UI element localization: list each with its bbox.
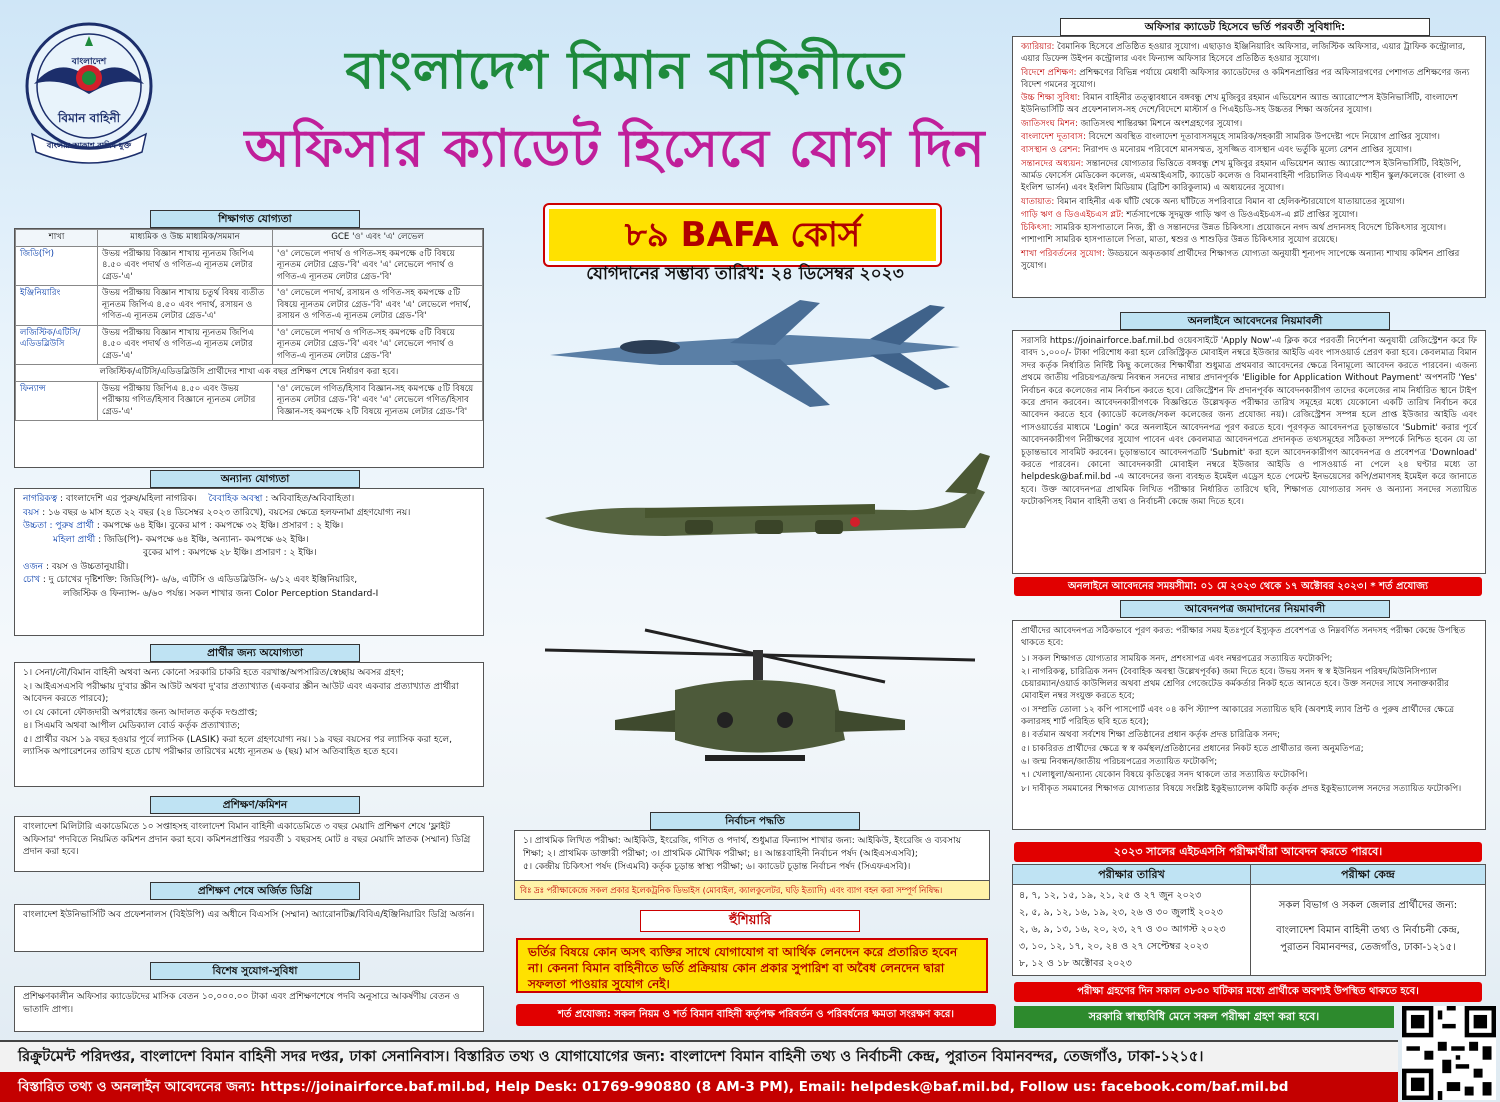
online-section [1012,330,1486,574]
benefit-label: বাসস্থান ও রেশন: [1021,145,1081,156]
benefit-label: উচ্চ শিক্ষা সুবিধা: [1021,93,1081,104]
exam-dates-list [1013,885,1251,975]
column-header: মাধ্যমিক ও উচ্চ মাধ্যমিক/সমমান [98,230,273,247]
eye-value-2: লজিস্টিক ও ফিন্যান্স- ৬/৬০ পর্যন্ত। সকল শাখার জন্য Color Perception Standard-I [63,588,379,599]
training-text: বাংলাদেশ মিলিটারি একাডেমিতে ১০ সপ্তাহসহ বাংলাদেশ বিমান বাহিনী একাডেমিতে ৩ বছর মেয়াদি প্রশিক্ষণ শেষে 'ফ্লাইট অফিসার' পদবিতে নিয়মিত কমিশন প্রদান করা হবে। কমিশনপ্রাপ্তির পরবর্তী ১ বছরসহ মোট ৪ বছর মেয়াদি স্নাতক (সম্মান) ডিগ্রি প্রদান করা হবে। [23,822,471,857]
warning-text: ভর্তির বিষয়ে কোন অসৎ ব্যক্তির সাথে যোগাযোগ বা আর্থিক লেনদেন করে প্রতারিত হবেন না। কেননা বিমান বাহিনীতে ভর্তি প্রক্রিয়ায় কোন প্রকার সুপারিশ বা অবৈধ লেনদেন দ্বারা সফলতা পাওয়ার সুযোগ নেই। [528,945,958,991]
list-item: ৫। চাকরিরত প্রার্থীদের ক্ষেত্রে স্ব স্ব কর্মস্থল/প্রতিষ্ঠানের প্রধানের নিকট হতে প্রার্থীতার জন্য অনুমতিপত্র; [1021,743,1364,754]
list-item: ৮। দাবীকৃত সমমানের শিক্ষাগত যোগ্যতার বিষয়ে সংশ্লিষ্ট ইকুইভ্যালেন্স কমিটি কর্তৃক প্রদত্ত ইকুইভ্যালেন্স সনদের সত্যায়িত ফটোকপি। [1021,783,1462,794]
gce-cell: 'ও' লেভেলে পদার্থ ও গণিত-সহ কমপক্ষে ৫টি বিষয়ে ন্যূনতম লেটার গ্রেড-'বি' এবং 'এ' লেভেলে পদার্থ ও গণিত-এ ন্যূনতম লেটার গ্রেড-'বি' [273,246,483,286]
baf-logo [14,14,164,174]
special-benefits-section [14,986,484,1032]
list-item: ৫। প্রার্থীর বয়স ১৯ বছর হওয়ার পূর্বে ল্যাসিক (LASIK) করা হলে গ্রহণযোগ্য নয়। ১৯ বছর বয়সের পর ল্যাসিক করা হলে, ল্যাসিক অপারেশনের তারিখ হতে চোখ পরীক্ষার তারিখের মধ্যে ন্যূনতম ৬ (ছয়) মাস অতিবাহিত হতে হবে। [23,734,452,757]
benefit-text: নিরাপদ ও মনোরম পরিবেশে মানসম্মত, সুসজ্জিত বাসস্থান এবং ভর্তুকি মূল্যে রেশন প্রাপ্তির সুযোগ। [1083,145,1413,156]
benefit-label: ক্যারিয়ার: [1021,42,1055,52]
list-item: ২। আইএসএসবি পরীক্ষায় দু'বার স্ক্রীন আউট অথবা দু'বার প্রত্যাখ্যাত (একবার স্ক্রীন আউট এবং একবার প্রত্যাখ্যাত প্রার্থীরা আবেদন করতে পারবে); [23,681,459,704]
selection-heading: নির্বাচন পদ্ধতি [650,812,860,830]
exam-date-item: ২, ৫, ৯, ১২, ১৬, ১৯, ২৩, ২৬ ও ৩০ জুলাই ২০২৩ [1019,907,1223,918]
page-title-line1: বাংলাদেশ বিমান বাহিনীতে [345,40,905,101]
selection-line2: ৫। কেন্দ্রীয় চিকিৎসা পর্ষদ (সিএমবি) কর্তৃক চূড়ান্ত স্বাস্থ্য পরীক্ষা; ৬। ক্যাডেট চূড়ান্ত নির্বাচন পর্ষদ (সিএফএসবি)। [523,862,911,872]
table-row [16,246,483,286]
logo-text-mid: বিমান বাহিনী [57,111,121,125]
table-row [16,381,483,421]
height-label: উচ্চতা [23,521,47,531]
weight-label: ওজন [23,561,44,572]
benefit-label: সন্তানদের অধ্যয়ন: [1021,158,1084,169]
list-item: ১। সকল শিক্ষাগত যোগ্যতার সাময়িক সনদ, প্রশংসাপত্র এবং নম্বরপত্রের সত্যায়িত ফটোকপি; [1021,653,1333,664]
exam-date-item: ৪, ৭, ১২, ১৫, ১৯, ২১, ২৫ ও ২৭ জুন ২০২৩ [1019,890,1202,901]
benefit-text: জাতিসংঘ শান্তিরক্ষা মিশনে অংশগ্রহণের সুযোগ। [1080,118,1243,129]
ineligibility-heading: প্রার্থীর জন্য অযোগ্যতা [150,644,360,662]
footer-address: রিক্রুটমেন্ট পরিদপ্তর, বাংলাদেশ বিমান বাহিনী সদর দপ্তর, ঢাকা সেনানিবাস। বিস্তারিত তথ্য ও যোগাযোগের জন্য: বাংলাদেশ বিমান বাহিনী তথ্য ও নির্বাচনী কেন্দ্র, পুরাতন বিমানবন্দর, তেজগাঁও, ঢাকা-১২১৫। [0,1040,1398,1072]
special-benefits-text: প্রশিক্ষণকালীন অফিসার ক্যাডেটদের মাসিক বেতন ১০,০০০.০০ টাকা এবং প্রশিক্ষণশেষে পদবি অনুসারে আকর্ষণীয় বেতন ও ভাতাদি প্রাপ্য। [23,992,460,1015]
list-item: ১। সেনা/নৌ/বিমান বাহিনী অথবা অন্য কোনো সরকারি চাকরি হতে বরখাস্ত/অপসারিত/স্বেচ্ছায় অবসর গ্রহণ; [23,668,405,678]
deadline-banner: অনলাইনে আবেদনের সময়সীমা: ০১ মে ২০২৩ থেকে ১৭ অক্টোবর ২০২৩। * শর্ত প্রযোজ্য [1014,577,1482,596]
selection-note: বিঃ দ্রঃ পরীক্ষাকেন্দ্রে সকল প্রকার ইলেকট্রনিক ডিভাইস (মোবাইল, ক্যালকুলেটর, ঘড়ি ইত্যাদি) এবং ব্যাগ বহন করা সম্পূর্ণ নিষিদ্ধ। [514,880,990,900]
course-badge: ৮৯ BAFA কোর্স [545,205,940,265]
table-row [16,286,483,326]
exam-date-item: ৮, ১২ ও ১৮ অক্টোবর ২০২৩ [1019,958,1132,969]
special-benefits-heading: বিশেষ সুযোগ-সুবিধা [150,962,360,980]
benefit-label: চিকিৎসা: [1021,223,1053,234]
exam-center-line: সকল বিভাগ ও সকল জেলার প্রার্থীদের জন্য: [1278,900,1458,911]
list-item: ৩। যে কোনো ফৌজদারী অপরাধের জন্য আদালত কর্তৃক দণ্ডপ্রাপ্ত; [23,707,258,718]
benefit-label: গাড়ি ঋণ ও ডিওএইচএস প্লট: [1021,209,1124,220]
branch-cell: ইঞ্জিনিয়ারিং [16,286,98,326]
ssc-cell: উভয় পরীক্ষায় বিজ্ঞান শাখায় ন্যূনতম জিপিএ ৪.৫০ এবং পদার্থ ও গণিত-এ ন্যূনতম লেটার গ্রেড-'এ' [98,325,273,365]
column-header: শাখা [16,230,98,247]
exam-center-line: বাংলাদেশ বিমান বাহিনী তথ্য ও নির্বাচনী কেন্দ্র, [1276,925,1460,936]
male-label: : পুরুষ প্রার্থী [49,521,94,531]
training-section [14,816,484,872]
table-note-row [16,365,483,382]
branch-cell: লজিস্টিক/এটিসি/এডিডব্লিউসি [16,325,98,365]
exam-schedule-section [1012,864,1486,976]
footer-contact: বিস্তারিত তথ্য ও অনলাইন আবেদনের জন্য: https://joinairforce.baf.mil.bd, Help Desk: 01769-990880 (8 AM-3 PM), Email: helpdesk@baf.mil.bd, Follow us: facebook.com/baf.mil.bd [0,1072,1398,1102]
other-qualification-heading: অন্যান্য যোগ্যতা [150,470,360,488]
hsc-eligible-banner: ২০২৩ সালের এইচএসসি পরীক্ষার্থীরা আবেদন করতে পারবে। [1014,842,1482,862]
ssc-cell: উভয় পরীক্ষায় জিপিএ ৪.৫০ এবং উভয় পরীক্ষায় গণিত/হিসাব বিজ্ঞানে ন্যূনতম লেটার গ্রেড-'এ' [98,381,273,421]
nationality-label: নাগরিকত্ব [23,494,58,504]
page-title-line2: অফিসার ক্যাডেট হিসেবে যোগ দিন [244,118,986,179]
benefit-text: সামরিক হাসপাতালে নিজ, স্ত্রী ও সন্তানদের উন্নত চিকিৎসা। প্রয়োজনে নগদ অর্থ প্রদানসহ বিদেশে চিকিৎসার সুযোগ। পাশাপাশি সামরিক হাসপাতালে পিতা, মাতা, শ্বশুর ও শাশুড়ির উন্নত চিকিৎসার সুযোগ রয়েছে। [1021,223,1447,246]
exam-center-line: পুরাতন বিমানবন্দর, তেজগাঁও, ঢাকা-১২১৫। [1280,942,1456,953]
education-note: লজিস্টিক/এটিসি/এডিডব্লিউসি প্রার্থীদের শাখা এক বছর প্রশিক্ষণ শেষে নির্ধারণ করা হবে। [16,365,483,382]
list-item: ৭। খেলাধুলা/অন্যান্য যেকোন বিষয়ে কৃতিত্বের সনদ থাকলে তার সত্যায়িত ফটোকপি। [1021,770,1308,781]
benefit-text: বিমান বাহিনীর তত্ত্বাবধানে বঙ্গবন্ধু শেখ মুজিবুর রহমান এভিয়েশন অ্যান্ড অ্যারোস্পেস ইউনিভার্সিটি, বাংলাদেশ ইউনিভার্সিটি অব প্রফেশনালস-সহ দেশে/বিদেশে মাস্টার্স ও পিএইচডি-সহ উচ্চতর শিক্ষা অর্জনের সুযোগ। [1021,93,1458,116]
column-header: GCE 'ও' এবং 'এ' লেভেল [273,230,483,247]
ssc-cell: উভয় পরীক্ষায় বিজ্ঞান শাখায় ন্যূনতম জিপিএ ৪.৫০ এবং পদার্থ ও গণিত-এ ন্যূনতম লেটার গ্রেড-'এ' [98,246,273,286]
exam-center-header: পরীক্ষা কেন্দ্র [1251,865,1485,885]
degree-text: বাংলাদেশ ইউনিভার্সিটি অব প্রফেশনালস (বিইউপি) এর অধীনে বিএসসি (সম্মান) অ্যারোনটিক্স/বিবিএ/ইঞ্জিনিয়ারিং ডিগ্রি অর্জন। [23,910,475,920]
gce-cell: 'ও' লেভেলে গণিত/হিসাব বিজ্ঞান-সহ কমপক্ষে ৫টি বিষয়ে ন্যূনতম লেটার গ্রেড-'বি' এবং 'এ' লেভেলে গণিত/হিসাব বিজ্ঞান-সহ কমপক্ষে ২টি বিষয়ে ন্যূনতম লেটার গ্রেড-'বি' [273,381,483,421]
health-guideline-banner: সরকারি স্বাস্থ্যবিধি মেনে সকল পরীক্ষা গ্রহণ করা হবে। [1014,1006,1394,1028]
benefit-text: বিমান বাহিনীর এক ঘাঁটি থেকে অন্য ঘাঁটিতে সপরিবারে বিমান বা হেলিকপ্টারযোগে যাতায়াতের সুযোগ। [1057,196,1405,207]
benefit-text: প্রশিক্ষণের বিভিন্ন পর্যায়ে মেধাবী অফিসার ক্যাডেটদের ও কমিশনপ্রাপ্তির পর অফিসারগণের পেশাগত প্রশিক্ষণের জন্য বিদেশ গমনের সুযোগ। [1021,67,1470,90]
selection-line1: ১। প্রাথমিক লিখিত পরীক্ষা: আইকিউ, ইংরেজি, গণিত ও পদার্থ, শুধুমাত্র ফিন্যান্স শাখার জন্য: আইকিউ, ইংরেজি ও ব্যবসায় শিক্ষা; ২। প্রাথমিক ডাক্তারী পরীক্ষা; ৩। প্রাথমিক মৌখিক পরীক্ষা; ৪। আন্তঃবাহিনী নির্বাচন পর্ষদ (আইএসএসবি); [523,836,961,859]
female-chest: বুকের মাপ : কমপক্ষে ২৮ ইঞ্চি। প্রসারণ : ২ ইঞ্চি। [143,548,317,558]
exam-date-header: পরীক্ষার তারিখ [1013,865,1251,885]
qr-code-icon[interactable] [1402,1006,1496,1100]
ssc-cell: উভয় পরীক্ষায় বিজ্ঞান শাখায় চতুর্থ বিষয় ব্যতীত ন্যূনতম জিপিএ ৪.৫০ এবং পদার্থ, রসায়ন ও গণিত-এ ন্যূনতম লেটার গ্রেড-'এ' [98,286,273,326]
nationality-value: : বাংলাদেশি এর পুরুষ/মহিলা নাগরিক। [59,494,197,504]
education-heading: শিক্ষাগত যোগ্যতা [150,210,360,228]
submission-heading: আবেদনপত্র জমাদানের নিয়মাবলী [1120,600,1390,618]
list-item: ৪। বর্তমান অথবা সর্বশেষ শিক্ষা প্রতিষ্ঠানের প্রধান কর্তৃক প্রদত্ত চারিত্রিক সনদ; [1021,730,1281,741]
marital-label: বৈবাহিক অবস্থা [208,494,263,504]
benefit-label: জাতিসংঘ মিশন: [1021,118,1078,129]
exam-date-item: ২, ৬, ৯, ১৩, ১৬, ২০, ২৩, ২৭ ও ৩০ আগস্ট ২০২৩ [1019,924,1226,935]
gce-cell: 'ও' লেভেলে পদার্থ ও গণিত-সহ কমপক্ষে ৫টি বিষয়ে ন্যূনতম লেটার গ্রেড-'বি' এবং 'এ' লেভেলে পদার্থ ও গণিত-এ ন্যূনতম লেটার গ্রেড-'বি' [273,325,483,365]
table-header-row [16,230,483,247]
helicopter-icon [525,620,995,790]
list-item: ৬। জন্ম নিবন্ধন/জাতীয় পরিচয়পত্রের সত্যায়িত ফটোকপি; [1021,756,1218,767]
warning-heading: হুঁশিয়ারি [640,910,860,932]
joining-date: যোগদানের সম্ভাব্য তারিখ: ২৪ ডিসেম্বর ২০২৩ [586,264,904,284]
female-value: : জিডি(পি)- কমপক্ষে ৬৪ ইঞ্চি, অন্যান্য- কমপক্ষে ৬২ ইঞ্চি। [98,534,309,545]
education-table [15,229,483,421]
benefit-text: শর্তসাপেক্ষে সুদমুক্ত গাড়ি ঋণ ও ডিওএইচএস-এ প্লট প্রাপ্তির সুযোগ। [1126,209,1358,220]
logo-text-top: বাংলাদেশ [71,57,107,67]
eye-label: চোখ [23,575,41,585]
arrival-time-banner: পরীক্ষা গ্রহণের দিন সকাল ০৮০০ ঘটিকার মধ্যে প্রার্থীকে অবশ্যই উপস্থিত থাকতে হবে। [1014,982,1482,1002]
condition-banner: শর্ত প্রযোজ্য: সকল নিয়ম ও শর্ত বিমান বাহিনী কর্তৃপক্ষ পরিবর্তন ও পরিবর্ধনের ক্ষমতা সংরক্ষণ করে। [516,1004,996,1026]
male-value: : কমপক্ষে ৬৪ ইঞ্চি। বুকের মাপ : কমপক্ষে ৩২ ইঞ্চি। প্রসারণ : ২ ইঞ্চি। [96,521,344,531]
degree-section [14,904,484,952]
list-item: ২। নাগরিকত্ব, চারিত্রিক সনদ (বৈবাহিক অবস্থা উল্লেখপূর্বক) জমা দিতে হবে। উভয় সনদ স্ব স্ব ইউনিয়ন পরিষদ/মিউনিসিপ্যাল চেয়ারম্যান/ওয়ার্ড কাউন্সিলর অথবা প্রথম শ্রেণির গেজেটেড কর্মকর্তার নিকট হতে আনতে হবে। উক্ত সনদের সাথে সনাক্তকারীর মোবাইল নম্বর সংযুক্ত করতে হবে; [1021,666,1449,702]
degree-heading: প্রশিক্ষণ শেষে অর্জিত ডিগ্রি [150,882,360,900]
benefit-label: যাতায়াত: [1021,196,1055,207]
female-label: মহিলা প্রার্থী [53,534,96,545]
training-heading: প্রশিক্ষণ/কমিশন [150,796,360,814]
age-label: বয়স [23,507,40,518]
submission-section [1012,620,1486,830]
warning-box [516,938,988,993]
education-section [14,228,484,468]
benefit-label: শাখা পরিবর্তনের সুযোগ: [1021,248,1105,259]
exam-center-info [1251,885,1485,975]
other-qualification-section [14,488,484,636]
marital-value: : অবিবাহিত/অবিবাহিতা। [265,494,355,504]
exam-date-item: ৩, ১০, ১২, ১৭, ২০, ২৪ ও ২৭ সেপ্টেম্বর ২০২৩ [1019,941,1209,952]
transport-plane-icon [525,448,995,598]
branch-cell: জিডি(পি) [16,246,98,286]
benefits-section [1012,36,1486,298]
online-text: সরাসরি https://joinairforce.baf.mil.bd ওয়েবসাইটে 'Apply Now'-এ ক্লিক করে পরবর্তী নির্দেশনা অনুযায়ী রেজিস্ট্রেশন করে ফি বাবদ ১,০০০/- টাকা পরিশোধ করা হলে রেজিস্ট্রিকৃত মোবাইল নম্বরে ইউজার আইডি এবং পাসওয়ার্ড প্রেরণ করা হবে। কেবলমাত্র বিমান সদর কর্তৃক নির্ধারিত নির্দিষ্ট কিছু কলেজের শিক্ষার্থীরা শুধুমাত্র প্রথমবার আবেদনের ক্ষেত্রে বিনামূল্যে আবেদন করতে পারবেন। এজন্য প্রথমে জাতীয় পরিচয়পত্র/জন্ম নিবন্ধন সনদের নাম্বার প্রদানপূর্বক 'Eligible for Application Without Payment' অপশনটি 'Yes' নির্বাচন করে কলেজের নাম নির্বাচন করতে হবে। রেজিস্ট্রেশন ফি প্রদানপূর্বক আবেদনকারীগণ তাদের কলেজের নাম নির্ধারিত স্থানে টাইপ করে প্রদান করবেন। আবেদনকারীগণকে বিজ্ঞপ্তিতে উল্লেখকৃত পরীক্ষার তারিখ সমূহের মধ্যে যেকোনো একটি তারিখ নির্বাচন করে আবেদন করতে হবে (ক্যাডেট কলেজ/সকল কলেজের জন্য প্রযোজ্য নয়)। রেজিস্ট্রেশন সম্পন্ন হলে প্রাপ্ত ইউজার আইডি এবং পাসওয়ার্ডের মাধ্যমে 'Login' করে অনলাইনে আবেদনপত্র পূরণ করতে হবে। পূরণকৃত আবেদনপত্র চূড়ান্তভাবে 'Submit' করার পূর্বে আবেদনকারীগণ নিরীক্ষণের সুযোগ পাবেন এবং কেবলমাত্র আবেদনপত্রে প্রদানকৃত তথ্যসমূহের সঠিকতা সম্পর্কে নিশ্চিত হবেন যে তা চূড়ান্তভাবে সাবমিট করবেন। চূড়ান্তভাবে আবেদনপত্রটি 'Submit' করা হলে আবেদনকারীগণ আবেদনপত্র ও প্রবেশপত্র 'Download' করতে পারবেন। কোনো আবেদনকারী মোবাইল নম্বরে ইউজার আইডি ও পাসওয়ার্ড না পেলে ২৪ ঘণ্টার মধ্যে তা helpdesk@baf.mil.bd -এ আবেদনের জন্য ব্যবহৃত ইমেইল এড্রেস হতে পেমেন্ট ইনভয়েসের কপি/প্রমাণসহ ইমেইল করে জানাতে হবে। উক্ত আবেদনপত্র প্রাথমিক লিখিত পরীক্ষার নির্ধারিত তারিখে ছবি, শিক্ষাগত যোগ্যতার সনদ ও অন্যান্য সনদের সত্যায়িত ফটোকপিসহ বিমান বাহিনী তথ্য ও নির্বাচনী কেন্দ্রে জমা দিতে হবে। [1021,336,1477,508]
benefit-text: সন্তানদের যোগ্যতার ভিত্তিতে বঙ্গবন্ধু শেখ মুজিবুর রহমান এভিয়েশন অ্যান্ড অ্যারোস্পেস ইউনিভার্সিটি, বিইউপি, আর্মড ফোর্সেস মেডিকেল কলেজ, এমআইএসটি, ক্যাডেট কলেজ ও বিমানবাহিনী পরিচালিত বিএএফ শাহীন স্কুল/কলেজে (বাংলা ও ইংলিশ ভার্সন) এবং ইংলিশ মিডিয়াম (ব্রিটিশ কারিকুলাম) এ অধ্যয়নের সুযোগ। [1021,158,1466,194]
list-item: ৪। সিএমবি অথবা আপীল মেডিক্যাল বোর্ড কর্তৃক প্রত্যাখ্যাত; [23,721,241,731]
list-item: ৩। সম্প্রতি তোলা ১২ কপি পাসপোর্ট এবং ০৪ কপি স্ট্যাম্প আকারের সত্যায়িত ছবি (অবশ্যই ল্যাব প্রিন্ট ও পুরুষ প্রার্থীদের ক্ষেত্রে কলারসহ শার্ট পরিহিত ছবি হতে হবে); [1021,704,1455,728]
benefit-text: উড্ডয়নে অকৃতকার্য প্রার্থীদের শিক্ষাগত যোগ্যতা অনুযায়ী শূন্যপদ সাপেক্ষে অন্যান্য শাখায় কমিশন প্রাপ্তির সুযোগ। [1021,248,1460,272]
benefit-text: বৈমানিক হিসেবে প্রতিষ্ঠিত হওয়ার সুযোগ। এছাড়াও ইঞ্জিনিয়ারিং অফিসার, লজিস্টিক অফিসার, এয়ার ট্রাফিক কন্ট্রোলার, এয়ার ডিফেন্স উইপন কন্ট্রোলার এবং ফিন্যান্স অফিসার হিসেবে প্রতিষ্ঠিত হওয়ার সুযোগ। [1021,42,1466,65]
benefits-heading: অফিসার ক্যাডেট হিসেবে ভর্তি পরবর্তী সুবিধাদি: [1060,18,1430,36]
eye-value: : দু চোখের দৃষ্টিশক্তি: জিডি(পি)- ৬/৬, এটিসি ও এডিডব্লিউসি- ৬/১২ এবং ইঞ্জিনিয়ারিং, [42,575,358,585]
age-value: : ১৬ বছর ৬ মাস হতে ২২ বছর (২৪ ডিসেম্বর ২০২৩ তারিখে), বয়সের ক্ষেত্রে হলফনামা গ্রহণযোগ্য নয়। [42,507,411,518]
weight-value: : বয়স ও উচ্চতানুযায়ী। [45,561,129,572]
ineligibility-section [14,662,484,787]
branch-cell: ফিন্যান্স [16,381,98,421]
benefit-label: বাংলাদেশ দূতাবাস: [1021,132,1086,143]
gce-cell: 'ও' লেভেলে পদার্থ, রসায়ন ও গণিত-সহ কমপক্ষে ৫টি বিষয়ে ন্যূনতম লেটার গ্রেড-'বি' এবং 'এ' লেভেলে পদার্থ, রসায়ন ও গণিত-এ ন্যূনতম লেটার গ্রেড-'বি' [273,286,483,326]
submission-intro: প্রার্থীদের আবেদনপত্র সঠিকভাবে পূরণ করত: পরীক্ষার সময় ইতঃপূর্বে ইস্যুকৃত প্রবেশপত্র ও নিম্নবর্ণিত সনদসহ পরীক্ষা কেন্দ্রে উপস্থিত থাকতে হবে: [1021,626,1466,649]
fighter-jet-icon [540,295,980,415]
logo-text-ribbon: বাংলার আকাশ রাখিব মুক্ত [46,141,132,150]
table-row [16,325,483,365]
online-heading: অনলাইনে আবেদনের নিয়মাবলী [1120,312,1390,330]
benefit-label: বিদেশে প্রশিক্ষণ: [1021,67,1077,78]
benefit-text: বিদেশে অবস্থিত বাংলাদেশ দূতাবাসসমূহে সামরিক/সহকারী সামরিক উপদেষ্টা পদে নিয়োগ প্রাপ্তির সুযোগ। [1088,132,1440,143]
